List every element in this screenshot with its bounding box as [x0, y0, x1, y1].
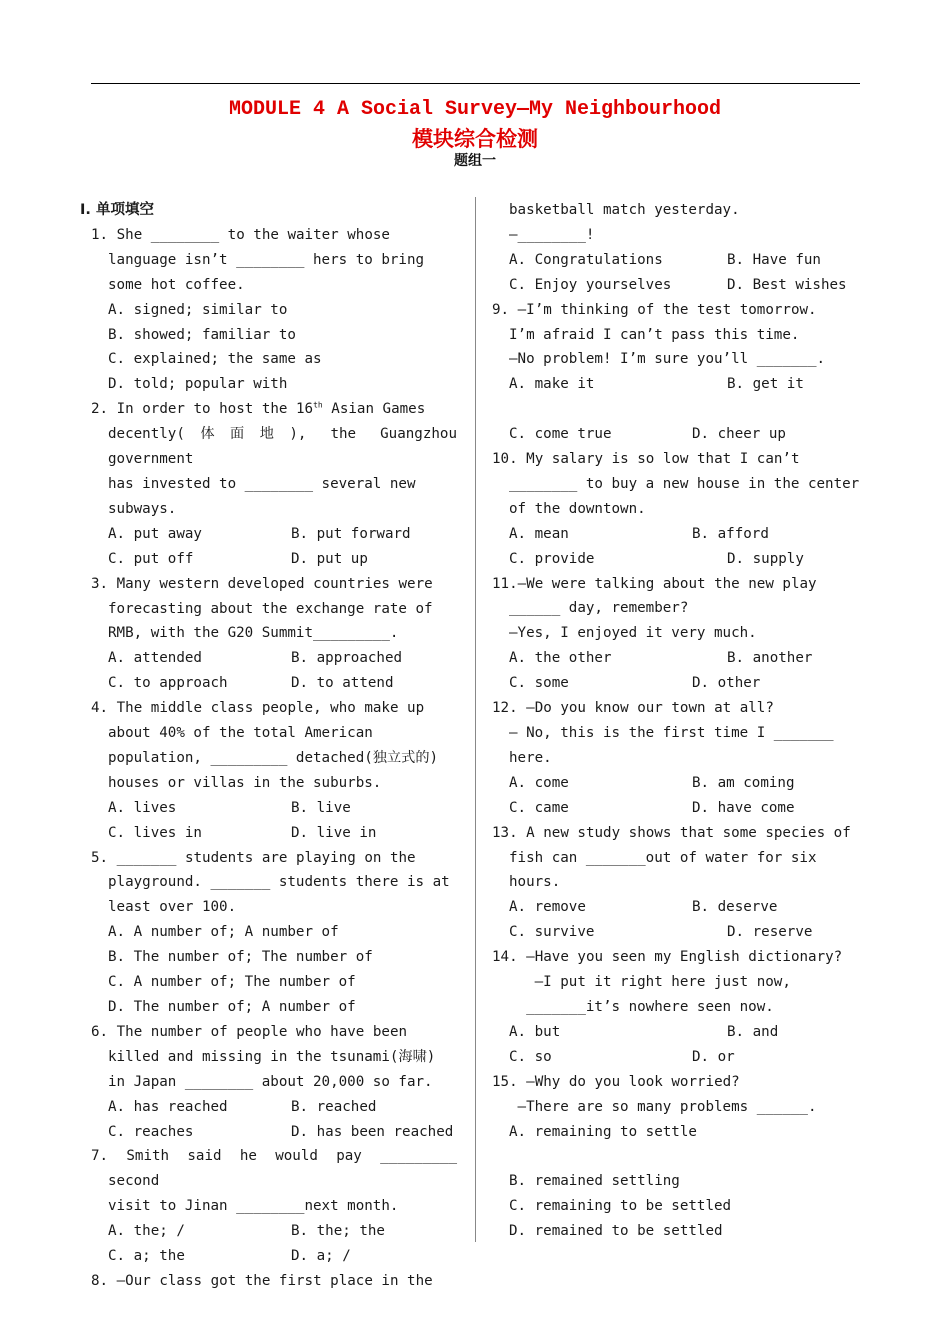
left-column [80, 198, 457, 1294]
question-text: I’m afraid I can’t pass this time. [509, 326, 800, 343]
option-d: D. reserve [727, 924, 813, 941]
question-3 [91, 572, 457, 697]
question-text: —There are so many problems ______. [509, 1098, 817, 1115]
option-a: A. remaining to settle [509, 1123, 697, 1140]
option-a: A. signed; similar to [108, 301, 288, 318]
option-b: B. am coming [692, 774, 795, 791]
question-text: 6. The number of people who have been [91, 1023, 408, 1040]
question-6 [91, 1020, 457, 1145]
option-d: D. live in [291, 824, 377, 841]
option-a: A. come [509, 774, 569, 791]
question-2 [91, 397, 457, 571]
question-14 [492, 945, 860, 1070]
question-10 [492, 447, 860, 572]
option-d: D. put up [291, 550, 368, 567]
option-c: C. provide [509, 550, 595, 567]
options-row [91, 796, 457, 821]
option-b: B. get it [727, 376, 804, 393]
option-b: B. put forward [291, 525, 411, 542]
question-text: —No problem! I’m sure you’ll _______. [509, 351, 826, 368]
options-row [492, 273, 860, 298]
question-9 [492, 298, 860, 447]
question-7 [91, 1144, 457, 1269]
option-c: C. came [509, 799, 569, 816]
question-4 [91, 696, 457, 845]
blank-line [492, 397, 860, 422]
option-d: D. remained to be settled [509, 1223, 723, 1240]
question-text: language isn’t ________ hers to bring [108, 251, 425, 268]
question-text: population, _________ detached(独立式的) [108, 749, 439, 766]
options-row [492, 372, 860, 397]
options-row [492, 895, 860, 920]
question-text: 7. Smith said he would pay _________ second [91, 1148, 457, 1190]
question-text: houses or villas in the suburbs. [108, 774, 382, 791]
section-title: I. 单项填空 [80, 202, 154, 218]
option-b: B. reached [291, 1098, 377, 1115]
top-rule [91, 83, 860, 84]
option-b: B. deserve [692, 899, 778, 916]
question-text: —Yes, I enjoyed it very much. [509, 625, 757, 642]
options-row [91, 1244, 457, 1269]
option-d: D. to attend [291, 675, 394, 692]
question-text [91, 397, 457, 422]
question-text: killed and missing in the tsunami(海啸) [108, 1048, 436, 1065]
options-row [91, 646, 457, 671]
option-b: B. another [727, 650, 813, 667]
question-text: least over 100. [108, 899, 237, 916]
question-text: fish can _______out of water for six [509, 849, 817, 866]
question-text: RMB, with the G20 Summit_________. [108, 625, 399, 642]
question-text: 3. Many western developed countries were [91, 575, 433, 592]
option-a: A. make it [509, 376, 595, 393]
option-d: D. have come [692, 799, 795, 816]
option-b: B. remained settling [509, 1173, 680, 1190]
options-row [91, 547, 457, 572]
option-a: A. remove [509, 899, 586, 916]
options-row [492, 771, 860, 796]
question-15 [492, 1070, 860, 1244]
question-text: 5. _______ students are playing on the [91, 849, 416, 866]
options-row [91, 821, 457, 846]
option-b: B. approached [291, 650, 403, 667]
option-b: B. Have fun [727, 251, 821, 268]
option-d: D. other [692, 675, 761, 692]
question-8-start [91, 1269, 457, 1294]
options-row [91, 1120, 457, 1145]
question-text: hours. [509, 874, 561, 891]
option-a: A. attended [108, 650, 202, 667]
option-b: B. afford [692, 525, 769, 542]
question-text-part: 2. In order to host the 16 [91, 401, 314, 418]
question-text: decently(体面地), the Guangzhou government [108, 426, 457, 468]
page-subtitle: 题组一 [454, 153, 496, 169]
question-text: in Japan ________ about 20,000 so far. [108, 1073, 433, 1090]
question-text: of the downtown. [509, 500, 646, 517]
option-d: D. has been reached [291, 1123, 454, 1140]
blank-line [492, 1144, 860, 1169]
question-text: forecasting about the exchange rate of [108, 600, 433, 617]
column-divider [475, 197, 476, 1242]
option-c: C. A number of; The number of [108, 974, 356, 991]
question-text: basketball match yesterday. [509, 202, 740, 218]
question-text: playground. _______ students there is at [108, 874, 450, 891]
question-text: _______it’s nowhere seen now. [509, 998, 774, 1015]
option-c: C. survive [509, 924, 595, 941]
options-row [492, 248, 860, 273]
option-b: B. and [727, 1023, 779, 1040]
options-row [91, 522, 457, 547]
question-12 [492, 696, 860, 821]
page-title-english: MODULE 4 A Social Survey—My Neighbourhood [228, 98, 722, 121]
option-a: A. put away [108, 525, 202, 542]
question-text: 14. —Have you seen my English dictionary? [492, 949, 843, 966]
options-row [492, 1020, 860, 1045]
question-text: has invested to ________ several new [108, 475, 416, 492]
option-c: C. some [509, 675, 569, 692]
question-5 [91, 846, 457, 1020]
question-text: about 40% of the total American [108, 725, 373, 742]
question-text: — No, this is the first time I _______ [509, 725, 834, 742]
option-a: A. mean [509, 525, 569, 542]
option-a: A. the other [509, 650, 612, 667]
question-text: subways. [108, 500, 177, 517]
right-column [492, 198, 860, 1244]
option-b: B. the; the [291, 1223, 385, 1240]
option-c: C. to approach [108, 675, 228, 692]
page-title-chinese: 模块综合检测 [412, 127, 538, 151]
options-row [492, 422, 860, 447]
options-row [492, 646, 860, 671]
option-a: A. A number of; A number of [108, 924, 339, 941]
question-text: 13. A new study shows that some species of [492, 824, 851, 841]
options-row [492, 547, 860, 572]
superscript: th [313, 400, 323, 410]
option-b: B. showed; familiar to [108, 326, 296, 343]
option-d: D. Best wishes [727, 276, 847, 293]
option-c: C. explained; the same as [108, 351, 322, 368]
options-row [492, 1045, 860, 1070]
question-text: ______ day, remember? [509, 600, 689, 617]
question-text: —________! [509, 226, 595, 243]
option-d: D. told; popular with [108, 376, 288, 393]
question-text-part: Asian Games [322, 401, 426, 418]
option-c: C. come true [509, 426, 612, 443]
question-text: 15. —Why do you look worried? [492, 1073, 740, 1090]
option-a: A. the; / [108, 1223, 185, 1240]
option-c: C. Enjoy yourselves [509, 276, 672, 293]
question-text: 11.—We were talking about the new play [492, 575, 817, 592]
question-text: —I put it right here just now, [509, 974, 791, 991]
option-a: A. but [509, 1023, 561, 1040]
question-text: 8. —Our class got the first place in the [91, 1272, 433, 1289]
question-text: ________ to buy a new house in the center [509, 475, 860, 492]
question-11 [492, 572, 860, 697]
question-text: here. [509, 749, 552, 766]
option-d: D. The number of; A number of [108, 999, 356, 1015]
option-b: B. live [291, 799, 351, 816]
option-c: C. put off [108, 550, 194, 567]
question-text: 1. She ________ to the waiter whose [91, 226, 390, 243]
options-row [492, 796, 860, 821]
question-13 [492, 821, 860, 946]
options-row [91, 671, 457, 696]
option-d: D. supply [727, 550, 804, 567]
option-d: D. a; / [291, 1248, 351, 1265]
option-c: C. so [509, 1048, 552, 1065]
options-row [492, 522, 860, 547]
question-text: 9. —I’m thinking of the test tomorrow. [492, 301, 817, 318]
options-row [91, 1095, 457, 1120]
option-a: A. lives [108, 799, 177, 816]
option-a: A. has reached [108, 1098, 228, 1115]
options-row [492, 671, 860, 696]
option-c: C. reaches [108, 1123, 194, 1140]
question-1 [91, 223, 457, 397]
question-text: 12. —Do you know our town at all? [492, 700, 774, 717]
question-text: 10. My salary is so low that I can’t [492, 451, 800, 468]
options-row [492, 920, 860, 945]
option-d: D. cheer up [692, 426, 786, 443]
option-a: A. Congratulations [509, 251, 663, 268]
question-text: 4. The middle class people, who make up [91, 700, 425, 717]
option-b: B. The number of; The number of [108, 949, 373, 966]
option-d: D. or [692, 1048, 735, 1065]
options-row [91, 1219, 457, 1244]
option-c: C. a; the [108, 1248, 185, 1265]
question-text: some hot coffee. [108, 276, 245, 293]
question-8-continued [492, 198, 860, 298]
question-text: visit to Jinan ________next month. [108, 1198, 399, 1215]
option-c: C. lives in [108, 824, 202, 841]
option-c: C. remaining to be settled [509, 1198, 732, 1215]
